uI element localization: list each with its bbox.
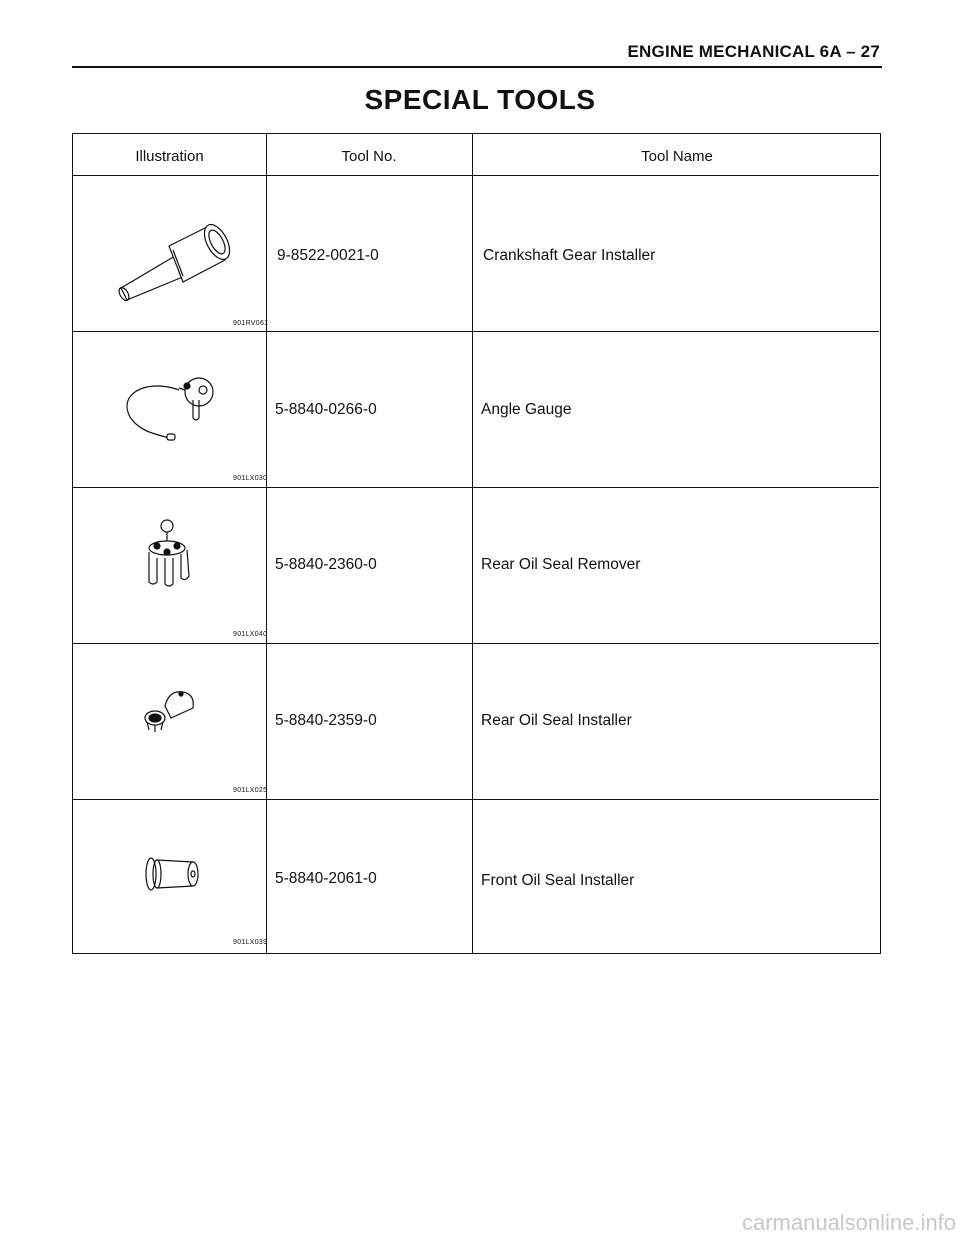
table-row [73, 800, 879, 952]
front-oil-seal-installer-icon [141, 854, 203, 896]
figure-code: 901LX040 [233, 631, 268, 638]
table-row [73, 644, 879, 800]
tool-number: 5-8840-2360-0 [275, 556, 377, 573]
figure-code: 901RV061 [233, 320, 269, 327]
special-tools-table [72, 133, 881, 954]
tool-name: Angle Gauge [481, 401, 572, 418]
tool-name: Rear Oil Seal Remover [481, 556, 641, 573]
figure-code: 901LX025 [233, 787, 268, 794]
tool-number: 9-8522-0021-0 [277, 247, 379, 264]
figure-code: 901LX039 [233, 939, 268, 946]
table-header-row [73, 134, 879, 176]
tool-name: Crankshaft Gear Installer [483, 247, 656, 264]
angle-gauge-icon [121, 376, 221, 448]
tool-name: Rear Oil Seal Installer [481, 712, 632, 729]
tool-name: Front Oil Seal Installer [481, 872, 635, 889]
column-header-tool-name: Tool Name [641, 148, 713, 165]
rear-oil-seal-installer-icon [141, 688, 201, 738]
tool-number: 5-8840-0266-0 [275, 401, 377, 418]
header-text: ENGINE MECHANICAL 6A – 27 [627, 42, 880, 61]
column-header-illustration: Illustration [135, 148, 204, 165]
rear-oil-seal-remover-icon [139, 516, 199, 596]
tool-number: 5-8840-2359-0 [275, 712, 377, 729]
table-row [73, 332, 879, 488]
column-header-tool-no: Tool No. [341, 148, 397, 165]
page-title: SPECIAL TOOLS [364, 84, 596, 115]
table-row [73, 488, 879, 644]
watermark: carmanualsonline.info [741, 1210, 956, 1235]
table-row [73, 176, 879, 332]
figure-code: 901LX030 [233, 475, 268, 482]
tool-number: 5-8840-2061-0 [275, 870, 377, 887]
page-header [72, 40, 882, 68]
crankshaft-gear-installer-icon [113, 216, 233, 306]
